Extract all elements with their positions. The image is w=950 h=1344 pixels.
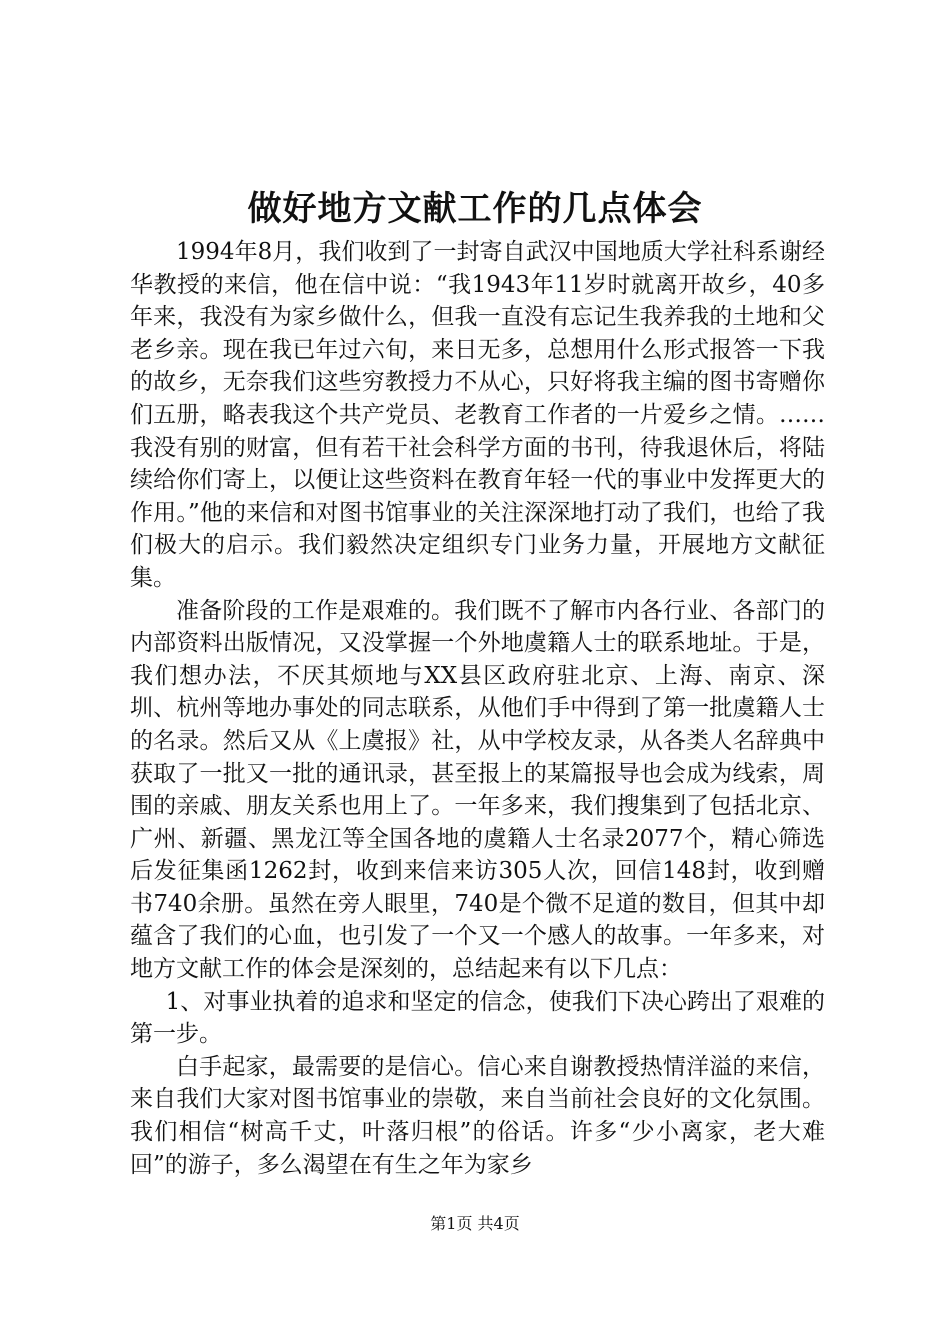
page-number-footer: 第1页 共4页 bbox=[430, 1214, 520, 1233]
document-body bbox=[130, 236, 825, 1181]
body-paragraph: 白手起家，最需要的是信心。信心来自谢教授热情洋溢的来信，来自我们大家对图书馆事业的崇敬，来自当前社会良好的文化氛围。我们相信“树高千丈，叶落归根”的俗话。许多“少小离家，老大难回”的游子，多么渴望在有生之年为家乡 bbox=[130, 1053, 825, 1178]
document-title: 做好地方文献工作的几点体会 bbox=[247, 189, 703, 229]
body-paragraph: 准备阶段的工作是艰难的。我们既不了解市内各行业、各部门的内部资料出版情况，又没掌握一个外地虞籍人士的联系地址。于是，我们想办法，不厌其烦地与XX县区政府驻北京、上海、南京、深圳、杭州等地办事处的同志联系，从他们手中得到了第一批虞籍人士的名录。然后又从《上虞报》社，从中学校友录，从各类人名辞典中获取了一批又一批的通讯录，甚至报上的某篇报导也会成为线索，周围的亲戚、朋友关系也用上了。一年多来，我们搜集到了包括北京、广州、新疆、黑龙江等全国各地的虞籍人士名录2077个，精心筛选后发征集函1262封，收到来信来访305人次，回信148封，收到赠书740余册。虽然在旁人眼里，740是个微不足道的数目，但其中却蕴含了我们的心血，也引发了一个又一个感人的故事。一年多来，对地方文献工作的体会是深刻的，总结起来有以下几点： bbox=[130, 597, 825, 983]
body-paragraph: 1994年8月，我们收到了一封寄自武汉中国地质大学社科系谢经华教授的来信，他在信中说：“我1943年11岁时就离开故乡，40多年来，我没有为家乡做什么，但我一直没有忘记生我养我的土地和父老乡亲。现在我已年过六旬，来日无多，总想用什么形式报答一下我的故乡，无奈我们这些穷教授力不从心，只好将我主编的图书寄赠你们五册，略表我这个共产党员、老教育工作者的一片爱乡之情。……我没有别的财富，但有若干社会科学方面的书刊，待我退休后，将陆续给你们寄上，以便让这些资料在教育年轻一代的事业中发挥更大的作用。”他的来信和对图书馆事业的关注深深地打动了我们，也给了我们极大的启示。我们毅然决定组织专门业务力量，开展地方文献征集。 bbox=[130, 239, 825, 591]
numbered-point: 1、对事业执着的追求和坚定的信念，使我们下决心跨出了艰难的第一步。 bbox=[130, 988, 825, 1048]
